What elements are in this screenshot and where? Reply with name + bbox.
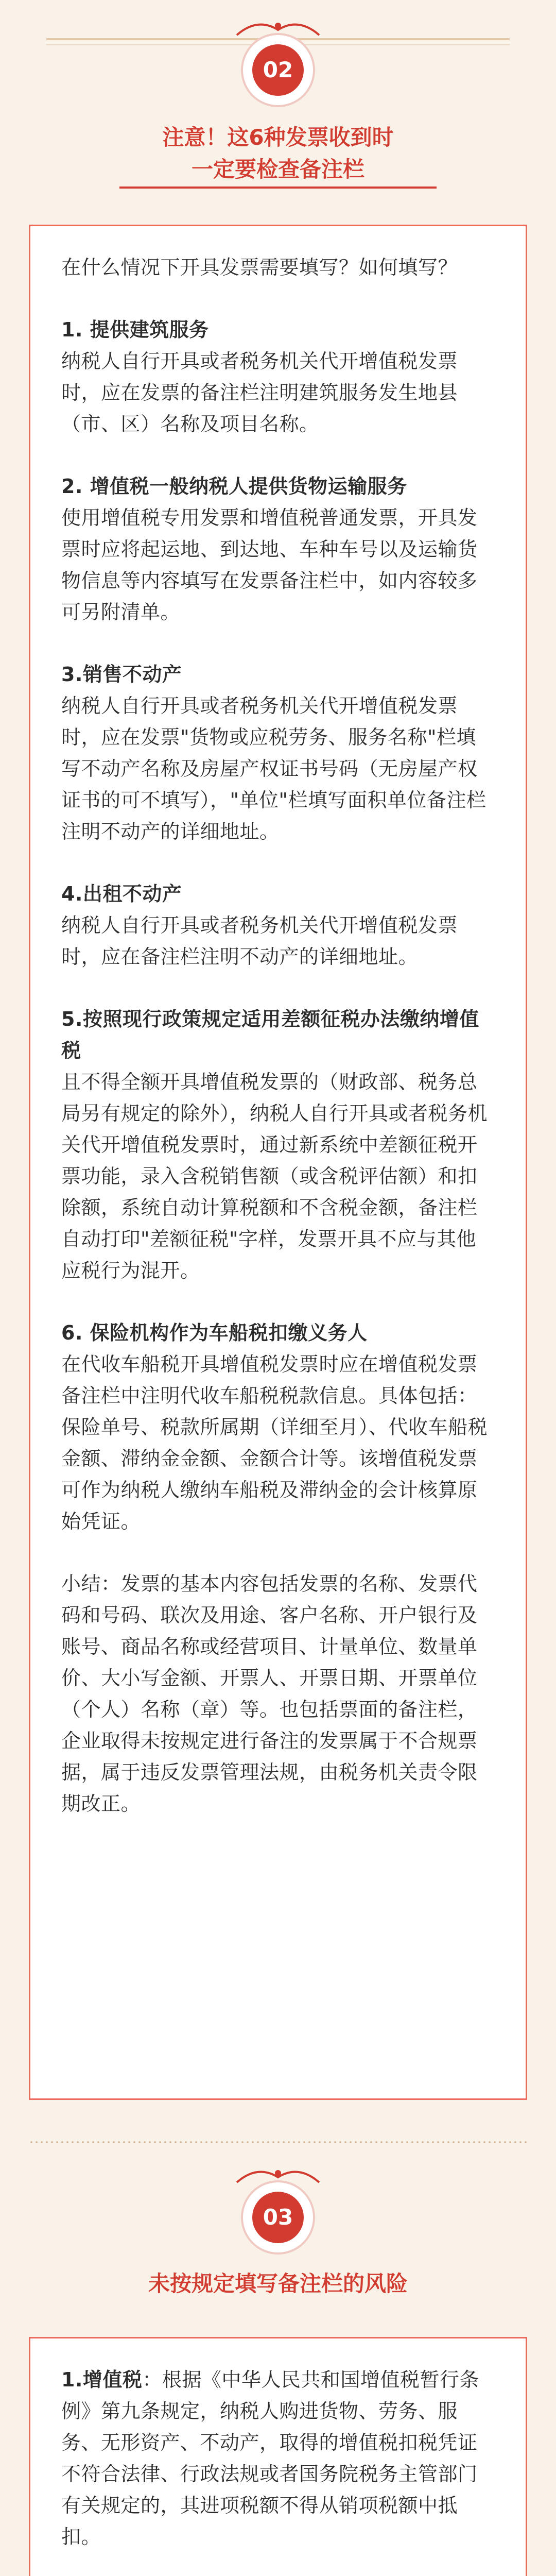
- section-title: 未按规定填写备注栏的风险: [148, 2271, 408, 2296]
- section-number-badge: [241, 2180, 315, 2255]
- item-body: ：根据《中华人民共和国增值税暂行条例》第九条规定，纳税人购进货物、劳务、服务、无形资产、不动产，取得的增值税扣税凭证不符合法律、行政法规或者国务院税务主管部门有关规定的，其进项税额不得从销项税额中抵扣。: [61, 2368, 479, 2548]
- section-number: 02: [252, 44, 304, 96]
- section-number-badge: [241, 33, 315, 107]
- item-heading: 1.增值税: [61, 2368, 143, 2391]
- item-body: 使用增值税专用发票和增值税普通发票，开具发票时应将起运地、到达地、车种车号以及运输货物信息等内容填写在发票备注栏中，如内容较多可另附清单。: [61, 506, 478, 623]
- item-body: 纳税人自行开具或者税务机关代开增值税发票时，应在发票的备注栏注明建筑服务发生地县（市、区）名称及项目名称。: [61, 350, 458, 435]
- item-body: 在代收车船税开具增值税发票时应在增值税发票备注栏中注明代收车船税税款信息。具体包括：保险单号、税款所属期（详细至月）、代收车船税金额、滞纳金金额、金额合计等。该增值税发票可作为纳税人缴纳车船税及滞纳金的会计核算原始凭证。: [61, 1353, 488, 1533]
- item-block: [61, 1317, 495, 1537]
- item-body: 纳税人自行开具或者税务机关代开增值税发票时，应在发票"货物或应税劳务、服务名称"栏填写不动产名称及房屋产权证书号码（无房屋产权证书的可不填写），"单位"栏填写面积单位备注栏注明不动产的详细地址。: [61, 694, 486, 843]
- section-title-line2: 一定要检查备注栏: [191, 157, 364, 182]
- item-body: 纳税人自行开具或者税务机关代开增值税发票时，应在备注栏注明不动产的详细地址。: [61, 914, 458, 968]
- intro-paragraph: 在什么情况下开具发票需要填写？如何填写？: [61, 256, 458, 279]
- item-block: [61, 878, 495, 973]
- item-block: [61, 314, 495, 440]
- section-number: 03: [252, 2192, 304, 2243]
- item-block: [61, 1004, 495, 1286]
- item-block: [61, 659, 495, 848]
- item-heading: 5.按照现行政策规定适用差额征税办法缴纳增值税: [61, 1008, 479, 1062]
- summary-paragraph: 小结：发票的基本内容包括发票的名称、发票代码和号码、联次及用途、客户名称、开户银行及账号、商品名称或经营项目、计量单位、数量单价、大小写金额、开票人、开票日期、开票单位（个人）名称（章）等。也包括票面的备注栏，企业取得未按规定进行备注的发票属于不合规票据，属于违反发票管理法规，由税务机关责令限期改正。: [61, 1572, 478, 1815]
- item-heading: 3.销售不动产: [61, 663, 182, 686]
- item-block: [61, 2364, 495, 2553]
- item-heading: 1. 提供建筑服务: [61, 318, 209, 341]
- content-card: [29, 2337, 527, 2576]
- content-card: [29, 225, 527, 2100]
- section-title-line1: 注意！这6种发票收到时: [162, 125, 394, 150]
- item-heading: 4.出租不动产: [61, 883, 182, 905]
- dotted-divider: [29, 2141, 527, 2143]
- item-body: 且不得全额开具增值税发票的（财政部、税务总局另有规定的除外），纳税人自行开具或者税务机关代开增值税发票时，通过新系统中差额征税开票功能，录入含税销售额（或含税评估额）和扣除额，系统自动计算税额和不含税金额，备注栏自动打印"差额征税"字样，发票开具不应与其他应税行为混开。: [61, 1071, 488, 1282]
- title-underline: [119, 187, 437, 189]
- item-block: [61, 471, 495, 628]
- item-heading: 2. 增值税一般纳税人提供货物运输服务: [61, 475, 407, 498]
- item-heading: 6. 保险机构作为车船税扣缴义务人: [61, 1321, 368, 1344]
